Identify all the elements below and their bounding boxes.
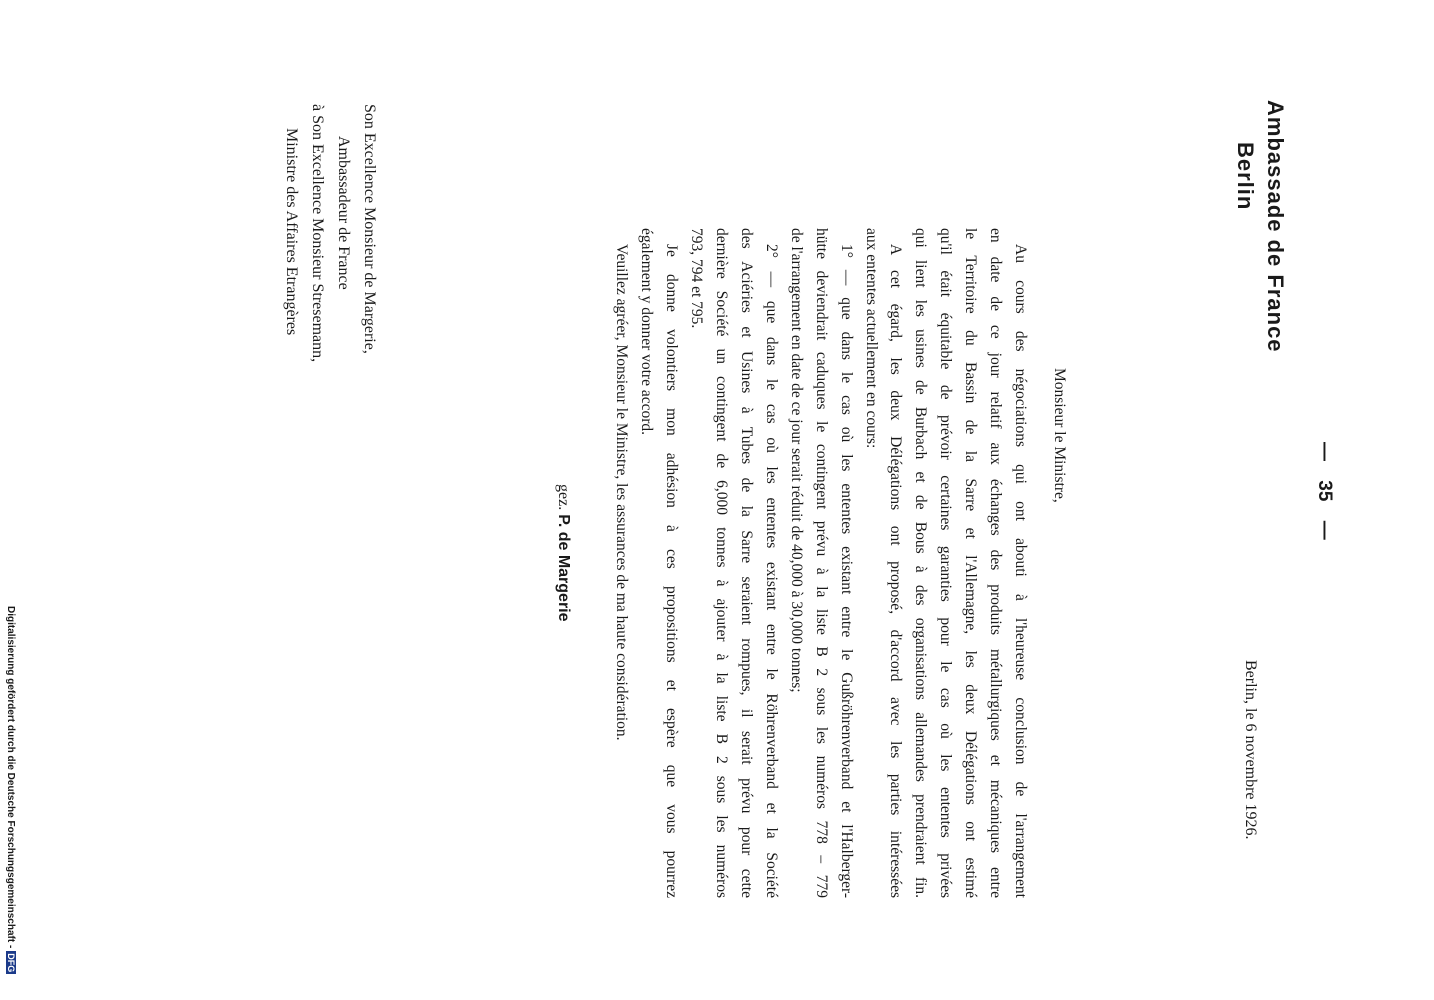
body-line: qui lient les usines de Burbach et de Bous à des organisations allemandes prendraient fin.	[912, 228, 930, 898]
body-line: le Territoire du Bassin de la Sarre et l'Allemagne, les deux Délégations ont estimé	[962, 228, 980, 898]
signature	[554, 484, 572, 622]
body-line: aux ententes actuellement en cours:	[862, 228, 880, 449]
address-block	[278, 104, 382, 362]
body-line: de l'arrangement en date de ce jour serait réduit de 40,000 à 30,000 tonnes;	[787, 228, 805, 693]
address-line: Ministre des Affaires Etrangères	[283, 128, 300, 336]
address-line: Ambassadeur de France	[335, 136, 352, 290]
page-number: — 35 —	[1314, 442, 1335, 540]
address-line: à Son Excellence Monsieur Stresemann,	[309, 104, 326, 363]
body-line: également y donner votre accord.	[638, 228, 656, 436]
body-line: Je donne volontiers mon adhésion à ces propositions et espère que vous pourrez	[663, 244, 681, 898]
body-line: 2° — que dans le cas où les ententes existant entre le Röhrenverband et la Société	[762, 244, 780, 898]
letterhead-title: Ambassade de France	[1263, 100, 1288, 353]
letter-date: Berlin, le 6 novembre 1926.	[1242, 660, 1259, 840]
salutation: Monsieur le Ministre,	[1051, 368, 1068, 503]
dfg-logo: DFG	[6, 953, 16, 973]
letter-body	[609, 228, 1032, 898]
signature-name: P. de Margerie	[555, 514, 572, 622]
body-line: qu'il était équitable de prévoir certaines garanties pour le cas où les ententes privées	[937, 228, 955, 898]
body-line: A cet égard, les deux Délégations ont proposé, d'accord avec les parties intéressées	[887, 244, 905, 898]
digitization-note	[5, 606, 16, 974]
body-line: hütte deviendrait caduques le contingent prévu à la liste B 2 sous les numéros 778 – 779	[812, 228, 830, 898]
signature-prefix: gez.	[555, 484, 572, 511]
body-line: 1° — que dans le cas où les ententes existant entre le Gußröhrenverband et l'Halberger-	[837, 244, 855, 898]
body-line: Au cours des négociations qui ont abouti à l'heureuse conclusion de l'arrangement	[1012, 244, 1029, 898]
address-line: Son Excellence Monsieur de Margerie,	[361, 104, 378, 354]
body-line: en date de ce jour relatif aux échanges des produits métallurgiques et mécaniques entre	[987, 228, 1005, 898]
letterhead	[1230, 100, 1290, 353]
body-line: des Aciéries et Usines à Tubes de la Sarre seraient rompues, il serait prévu pour cette	[738, 228, 756, 898]
body-line: 793, 794 et 795.	[688, 228, 706, 329]
letterhead-city: Berlin	[1233, 142, 1258, 211]
digitization-text: Digitalisierung gefördert durch die Deutsche Forschungsgemeinschaft -	[5, 606, 16, 949]
body-line: Veuillez agréer, Monsieur le Ministre, les assurances de ma haute considération.	[613, 244, 631, 741]
body-line: dernière Société un contingent de 6,000 tonnes à ajouter à la liste B 2 sous les numéros	[713, 228, 731, 898]
